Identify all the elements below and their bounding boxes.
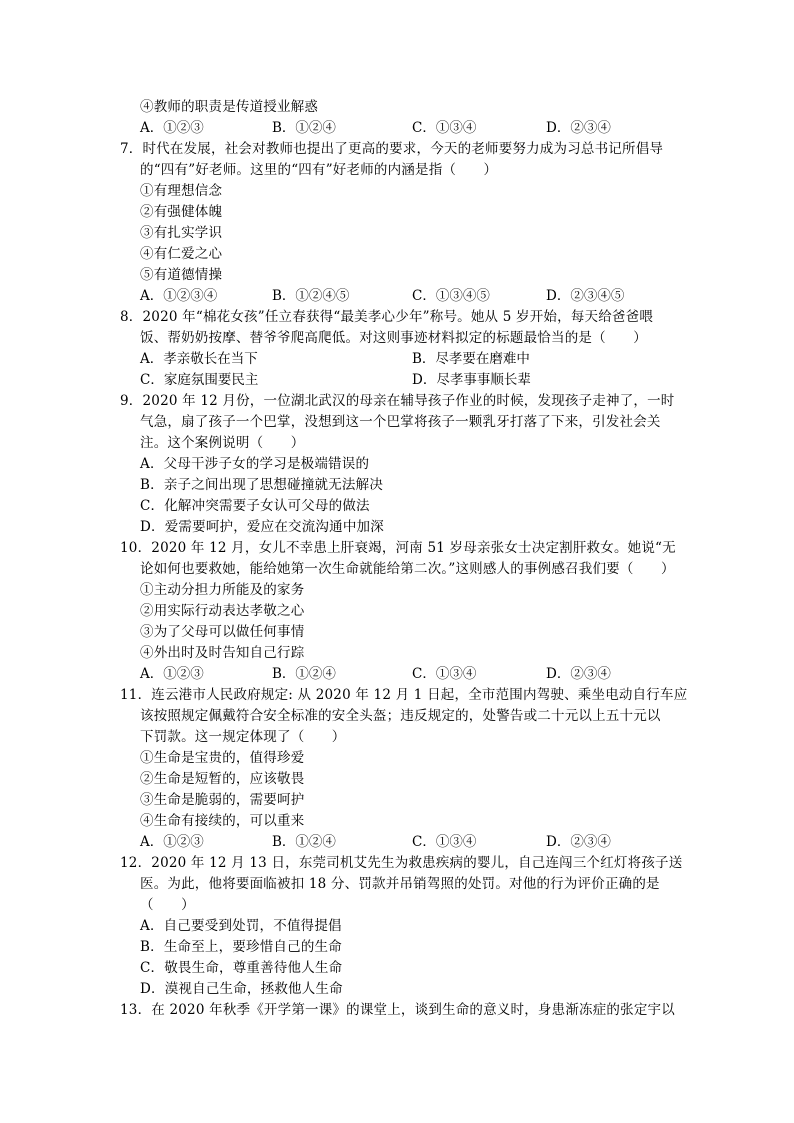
q7-option-1: ①有理想信念: [140, 183, 223, 199]
choice-a[interactable]: A．①②③④: [140, 288, 218, 304]
q11-stem-line-1: 11．连云港市人民政府规定: 从 2020 年 12 月 1 日起，全市范围内驾驶、乘坐电动自行车应: [120, 687, 688, 703]
q9-choice-c[interactable]: C．化解冲突需要子女认可父母的做法: [140, 498, 370, 514]
q11-choices: [0, 832, 650, 853]
q10-stem-line-2: 论如何也要救她，能给她第一次生命就能给第二次。”这则感人的事例感召我们要（ ）: [140, 561, 675, 577]
choice-b[interactable]: B．①②④⑤: [272, 288, 350, 304]
q11-option-2: ②生命是短暂的，应该敬畏: [140, 771, 305, 787]
q9-stem-line-2: 气急，扇了孩子一个巴掌，没想到这一个巴掌将孩子一颗乳牙打落了下来，引发社会关: [140, 414, 661, 430]
choice-a[interactable]: A．①②③: [140, 666, 204, 682]
q12-stem-line-2: 医。为此，他将要面临被扣 18 分、罚款并吊销驾照的处罚。对他的行为评价正确的是: [140, 876, 660, 892]
q9-choice-b[interactable]: B．亲子之间出现了思想碰撞就无法解决: [140, 477, 384, 493]
choice-a[interactable]: A．①②③: [140, 120, 204, 136]
q11-option-1: ①生命是宝贵的，值得珍爱: [140, 750, 305, 766]
q11-option-4: ④生命有接续的，可以重来: [140, 813, 305, 829]
q10-choices: [0, 664, 650, 685]
q7-option-5: ⑤有道德情操: [140, 267, 223, 283]
choice-d[interactable]: D．②③④: [546, 120, 611, 136]
q10-option-3: ③为了父母可以做任何事情: [140, 624, 305, 640]
q12-choice-a[interactable]: A．自己要受到处罚，不值得提倡: [140, 918, 342, 934]
q9-choice-d[interactable]: D．爱需要呵护，爱应在交流沟通中加深: [140, 519, 384, 535]
choice-c[interactable]: C．①③④: [412, 666, 477, 682]
q7-option-2: ②有强健体魄: [140, 204, 223, 220]
choice-a[interactable]: A．①②③: [140, 834, 204, 850]
q7-option-3: ③有扎实学识: [140, 225, 223, 241]
q8-choices-row-2: [0, 370, 650, 391]
choice-c[interactable]: C．①③④: [412, 120, 477, 136]
choice-c[interactable]: C．家庭氛围要民主: [140, 372, 259, 388]
q12-stem-line-1: 12．2020 年 12 月 13 日，东莞司机艾先生为救患疾病的婴儿，自己连闯三个红灯将孩子送: [120, 855, 683, 871]
choice-b[interactable]: B．①②④: [272, 834, 336, 850]
choice-c[interactable]: C．①③④⑤: [412, 288, 490, 304]
q6-choices: [0, 118, 650, 139]
choice-d[interactable]: D．②③④: [546, 666, 611, 682]
choice-b[interactable]: B．尽孝要在磨难中: [412, 351, 530, 367]
q12-choice-b[interactable]: B．生命至上，要珍惜自己的生命: [140, 939, 342, 955]
q10-stem-line-1: 10．2020 年 12 月，女儿不幸患上肝衰竭，河南 51 岁母亲张女士决定割肝救女。她说“无: [120, 540, 676, 556]
q9-stem-line-3: 注。这个案例说明（ ）: [140, 435, 305, 451]
q9-choice-a[interactable]: A．父母干涉子女的学习是极端错误的: [140, 456, 370, 472]
q11-stem-line-2: 该按照规定佩戴符合安全标准的安全头盔；违反规定的，处警告或二十元以上五十元以: [140, 708, 661, 724]
q12-stem-line-3: （ ）: [140, 897, 195, 913]
q8-choices-row-1: [0, 349, 650, 370]
q11-option-3: ③生命是脆弱的，需要呵护: [140, 792, 305, 808]
q10-option-1: ①主动分担力所能及的家务: [140, 582, 305, 598]
q11-stem-line-3: 下罚款。这一规定体现了（ ）: [140, 729, 346, 745]
q7-stem-line-2: 的“四有”好老师。这里的“四有”好老师的内涵是指（ ）: [140, 162, 498, 178]
choice-d[interactable]: D．尽孝事事顺长辈: [412, 372, 531, 388]
q8-stem-line-1: 8．2020 年“棉花女孩”任立春获得“最美孝心少年”称号。她从 5 岁开始，每天给爸爸喂: [120, 309, 654, 325]
q13-stem-line-1: 13．在 2020 年秋季《开学第一课》的课堂上，谈到生命的意义时，身患渐冻症的张定宇以: [120, 1002, 675, 1018]
q6-option-4: ④教师的职责是传道授业解惑: [140, 99, 319, 115]
q12-choice-d[interactable]: D．漠视自己生命，拯救他人生命: [140, 981, 343, 997]
q10-option-2: ②用实际行动表达孝敬之心: [140, 603, 305, 619]
q10-option-4: ④外出时及时告知自己行踪: [140, 645, 305, 661]
q8-stem-line-2: 饭、帮奶奶按摩、替爷爷爬高爬低。对这则事迹材料拟定的标题最恰当的是（ ）: [140, 330, 647, 346]
q7-option-4: ④有仁爱之心: [140, 246, 223, 262]
choice-b[interactable]: B．①②④: [272, 120, 336, 136]
q9-stem-line-1: 9．2020 年 12 月份，一位湖北武汉的母亲在辅导孩子作业的时候，发现孩子走神了，一时: [120, 393, 675, 409]
q7-stem-line-1: 7．时代在发展，社会对教师也提出了更高的要求，今天的老师要努力成为习总书记所倡导: [120, 141, 664, 157]
choice-b[interactable]: B．①②④: [272, 666, 336, 682]
q12-choice-c[interactable]: C．敬畏生命，尊重善待他人生命: [140, 960, 343, 976]
choice-c[interactable]: C．①③④: [412, 834, 477, 850]
choice-d[interactable]: D．②③④: [546, 834, 611, 850]
q7-choices: [0, 286, 650, 307]
choice-a[interactable]: A．孝亲敬长在当下: [140, 351, 258, 367]
choice-d[interactable]: D．②③④⑤: [546, 288, 625, 304]
